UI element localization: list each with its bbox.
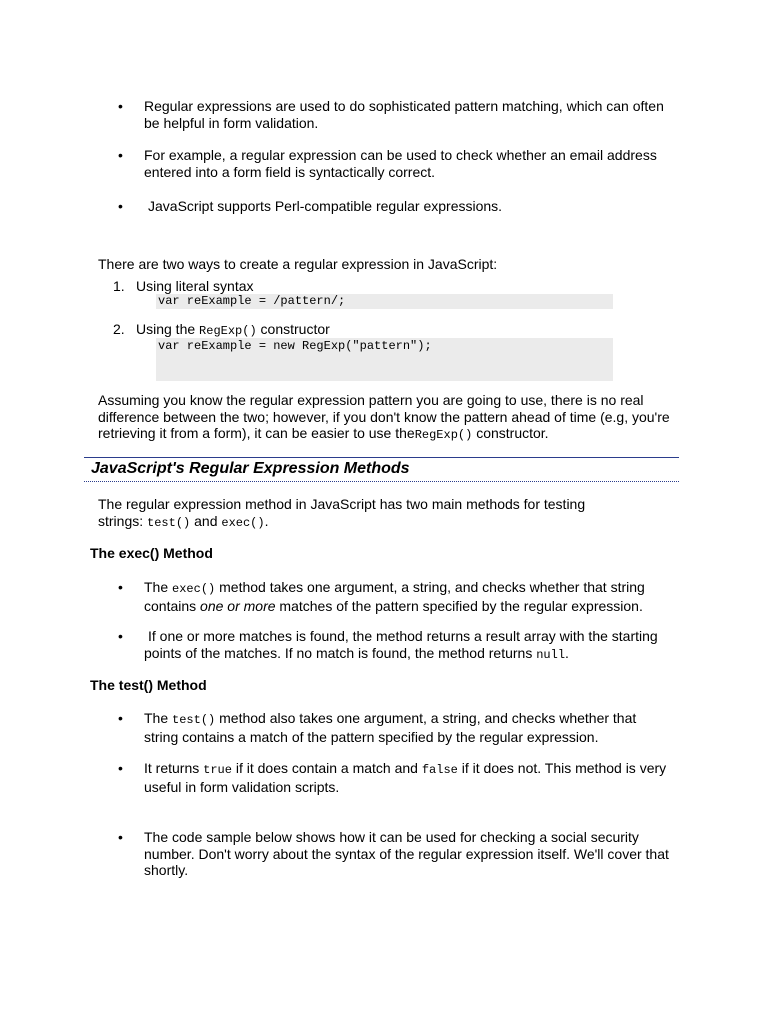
- exec-bullet-1: The exec() method takes one argument, a string, and checks whether that string contains one or more matches of the pattern specified by the regular expression.: [144, 579, 645, 614]
- way-2-label: Using the RegExp() constructor: [136, 321, 330, 338]
- exec-bullet-2: If one or more matches is found, the method returns a result array with the starting points of the matches. If no match is found, the method returns null.: [144, 628, 658, 662]
- intro-bullet-3: JavaScript supports Perl-compatible regular expressions.: [148, 198, 503, 214]
- test-bullet-3: The code sample below shows how it can be used for checking a social security number. Don't worry about the syntax of the regular expression itself. We'll cover that shortly.: [144, 829, 669, 878]
- list-number-1: 1.: [113, 278, 125, 294]
- bullet-marker: •: [118, 760, 123, 776]
- bullet-marker: •: [118, 579, 123, 595]
- intro-bullet-2: For example, a regular expression can be used to check whether an email address entered into a form field is syntactically correct.: [144, 147, 657, 180]
- bullet-marker: •: [118, 147, 123, 163]
- code-literal-syntax: var reExample = /pattern/;: [156, 294, 613, 309]
- bullet-marker: •: [118, 198, 123, 214]
- bullet-marker: •: [118, 628, 123, 644]
- exec-inline-code: exec(): [221, 515, 265, 530]
- intro-bullet-1: Regular expressions are used to do sophisticated pattern matching, which can often be helpful in form validation.: [144, 98, 664, 131]
- section-rule-bottom: [84, 481, 679, 482]
- ways-intro: There are two ways to create a regular expression in JavaScript:: [98, 256, 498, 272]
- regexp-inline-code: RegExp(): [414, 428, 473, 442]
- code-regexp-constructor: var reExample = new RegExp("pattern");: [156, 338, 613, 381]
- bullet-marker: •: [118, 710, 123, 726]
- test-bullet-1: The test() method also takes one argument, a string, and checks whether that string contains a match of the pattern specified by the regular expression.: [144, 710, 637, 745]
- test-bullet-2: It returns true if it does contain a match and false if it does not. This method is very useful in form validation scripts.: [144, 760, 667, 795]
- bullet-marker: •: [118, 98, 123, 114]
- way-1-label: Using literal syntax: [136, 278, 254, 294]
- test-inline-code: test(): [147, 515, 191, 530]
- assuming-paragraph: Assuming you know the regular expression pattern you are going to use, there is no real difference between the two; however, if you don't know the pattern ahead of time (e.g, you're retrieving it from a form), it can be easier to use theRegExp() constructor.: [98, 392, 670, 442]
- test-heading: The test() Method: [90, 677, 207, 693]
- bullet-marker: •: [118, 829, 123, 845]
- section-intro: The regular expression method in JavaScript has two main methods for testing strings: test() and exec().: [98, 496, 586, 530]
- exec-heading: The exec() Method: [90, 545, 213, 561]
- regexp-inline-code: RegExp(): [199, 324, 257, 338]
- list-number-2: 2.: [113, 321, 125, 337]
- section-rule-top: [84, 457, 679, 458]
- section-title: JavaScript's Regular Expression Methods: [91, 460, 410, 477]
